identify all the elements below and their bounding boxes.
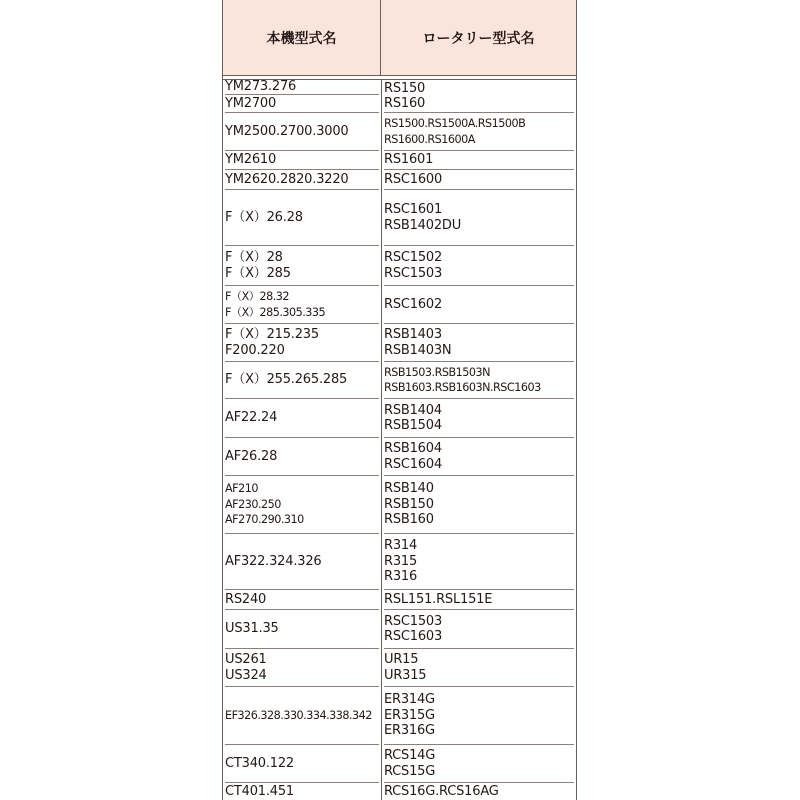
- cell-line: RS150: [384, 80, 426, 96]
- cell-line: RSC1503: [384, 613, 443, 629]
- cell-line: RSB1403N: [384, 342, 452, 358]
- cell-line: RS1601: [384, 152, 434, 168]
- cell-line: RSB1504: [384, 418, 442, 433]
- rotary-model-cell: [384, 324, 574, 362]
- cell-line: AF22.24: [225, 410, 278, 426]
- cell-line: YM2700: [225, 95, 277, 111]
- rotary-model-cell: [384, 590, 574, 610]
- machine-model-cell: [225, 476, 379, 534]
- cell-line: F（X）26.28: [225, 209, 303, 225]
- rotary-model-cell: [384, 476, 574, 534]
- cell-line: AF210: [225, 482, 258, 496]
- cell-line: RSC1503: [384, 265, 443, 281]
- cell-line: EF326.328.330.334.338.342: [225, 708, 372, 722]
- cell-line: RSC1602: [384, 296, 443, 312]
- cell-line: RSB1404: [384, 402, 442, 418]
- cell-line: RSB1604: [384, 441, 442, 456]
- cell-line: UR15: [384, 652, 419, 667]
- cell-line: RSB1503.RSB1503N: [384, 365, 490, 379]
- machine-model-cell: [225, 534, 379, 590]
- cell-line: F（X）255.265.285: [225, 372, 348, 388]
- machine-model-cell: [225, 80, 379, 95]
- rotary-model-cell: [384, 687, 574, 745]
- cell-line: RS1600.RS1600A: [384, 132, 475, 146]
- rotary-model-cell: [384, 286, 574, 324]
- rotary-model-cell: [384, 151, 574, 170]
- machine-model-cell: [225, 590, 379, 610]
- rotary-model-cell: [384, 745, 574, 783]
- cell-line: R315: [384, 553, 418, 569]
- cell-line: US261: [225, 652, 267, 667]
- cell-line: R316: [384, 569, 418, 585]
- machine-model-cell: [225, 399, 379, 438]
- compatibility-table: [222, 0, 577, 800]
- header-rotary-model: ロータリー型式名: [422, 30, 535, 47]
- cell-line: RSB1402DU: [384, 217, 462, 233]
- rotary-model-cell: [384, 438, 574, 476]
- rotary-model-cell: [384, 113, 574, 151]
- rotary-model-cell: [384, 246, 574, 286]
- cell-line: RCS16G.RCS16AG: [384, 783, 499, 799]
- column-divider: [381, 80, 382, 800]
- rotary-model-cell: [384, 649, 574, 687]
- machine-model-cell: [225, 113, 379, 151]
- cell-line: RS160: [384, 96, 426, 111]
- cell-line: YM2610: [225, 152, 277, 168]
- rotary-model-cell: [384, 190, 574, 246]
- cell-line: RSC1604: [384, 456, 443, 472]
- rotary-model-cell: [384, 399, 574, 438]
- cell-line: RSB150: [384, 496, 434, 512]
- rotary-model-cell: [384, 610, 574, 649]
- cell-line: RSC1601: [384, 202, 443, 217]
- machine-model-cell: [225, 246, 379, 286]
- cell-line: ER314G: [384, 692, 435, 708]
- cell-line: RS1500.RS1500A.RS1500B: [384, 117, 526, 130]
- machine-model-cell: [225, 151, 379, 170]
- rotary-model-cell: [384, 170, 574, 190]
- machine-model-cell: [225, 362, 379, 399]
- cell-line: RSC1603: [384, 629, 443, 644]
- rotary-model-cell: [384, 80, 574, 113]
- cell-line: F（X）28: [225, 250, 283, 265]
- cell-line: RCS15G: [384, 763, 436, 779]
- cell-line: YM2620.2820.3220: [225, 171, 349, 187]
- cell-line: AF230.250: [225, 497, 281, 511]
- machine-model-cell: [225, 95, 379, 113]
- cell-line: US31.35: [225, 621, 279, 637]
- cell-line: RS240: [225, 591, 267, 607]
- cell-line: YM2500.2700.3000: [225, 123, 349, 139]
- rotary-model-cell: [384, 362, 574, 399]
- table-header: [223, 0, 576, 76]
- machine-model-cell: [225, 286, 379, 324]
- cell-line: RSB160: [384, 512, 434, 528]
- rotary-model-cell: [384, 534, 574, 590]
- cell-line: F（X）215.235: [225, 327, 319, 342]
- cell-line: RSB140: [384, 481, 434, 497]
- machine-model-cell: [225, 687, 379, 745]
- cell-line: RSB1603.RSB1603N.RSC1603: [384, 381, 541, 394]
- machine-model-cell: [225, 190, 379, 246]
- cell-line: RSL151.RSL151E: [384, 591, 493, 607]
- cell-line: RCS14G: [384, 748, 436, 763]
- machine-model-cell: [225, 610, 379, 649]
- cell-line: CT401.451: [225, 783, 294, 799]
- machine-model-cell: [225, 649, 379, 687]
- cell-line: AF270.290.310: [225, 513, 304, 527]
- machine-model-cell: [225, 745, 379, 783]
- header-machine-model: 本機型式名: [223, 0, 381, 75]
- cell-line: RSC1600: [384, 171, 443, 187]
- rotary-model-cell: [384, 783, 574, 800]
- cell-line: US324: [225, 667, 267, 683]
- cell-line: R314: [384, 538, 418, 554]
- machine-model-cell: [225, 438, 379, 476]
- machine-model-cell: [225, 324, 379, 362]
- cell-line: F（X）28.32: [225, 290, 290, 303]
- cell-line: AF26.28: [225, 448, 278, 464]
- cell-line: ER316G: [384, 723, 435, 739]
- cell-line: UR315: [384, 667, 427, 683]
- machine-model-cell: [225, 783, 379, 800]
- cell-line: F（X）285: [225, 265, 291, 281]
- machine-model-cell: [225, 170, 379, 190]
- cell-line: AF322.324.326: [225, 553, 322, 569]
- cell-line: RSC1502: [384, 250, 443, 265]
- cell-line: F200.220: [225, 342, 285, 358]
- cell-line: ER315G: [384, 707, 435, 723]
- cell-line: CT340.122: [225, 755, 294, 771]
- cell-line: RSB1403: [384, 327, 442, 342]
- cell-line: YM273.276: [225, 79, 297, 95]
- cell-line: F（X）285.305.335: [225, 305, 326, 319]
